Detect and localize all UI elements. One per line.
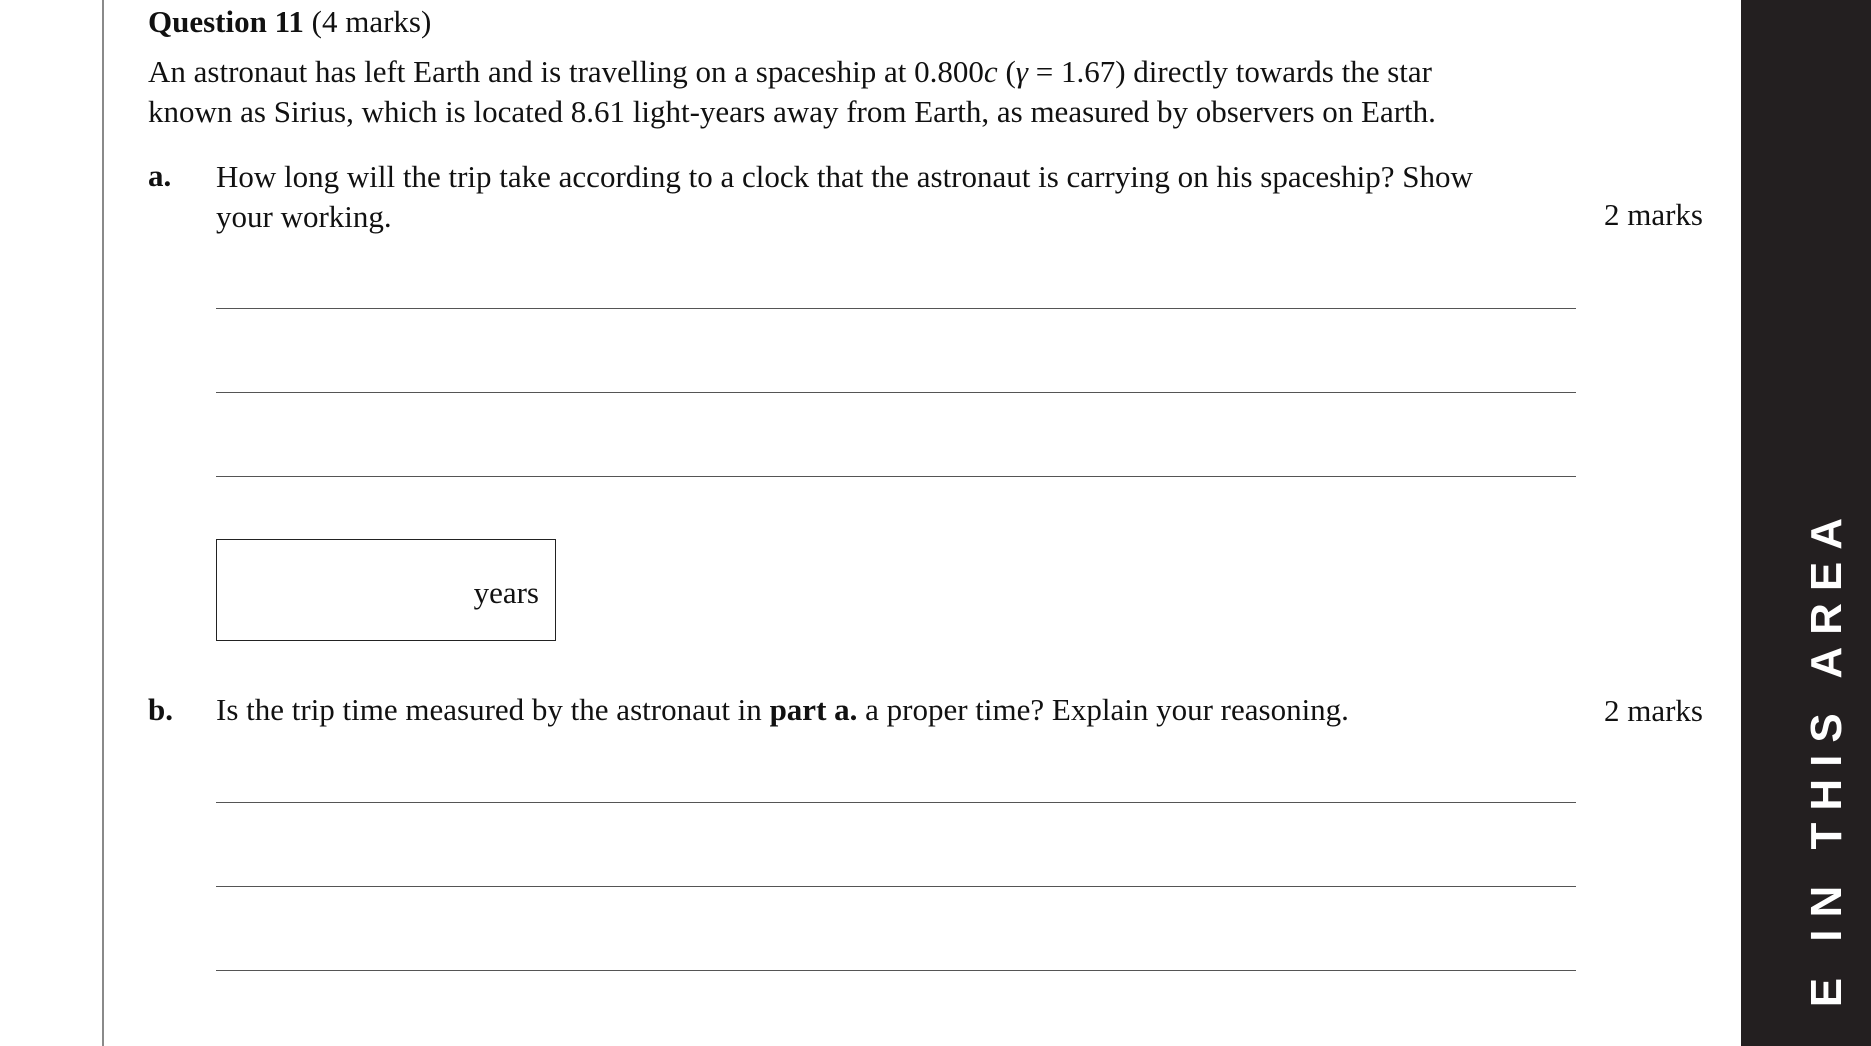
part-b-reference: part a. — [769, 692, 858, 727]
part-b-answer-line-2[interactable] — [216, 886, 1576, 887]
question-title: Question 11 — [148, 4, 304, 39]
part-b-marks: 2 marks — [1603, 693, 1703, 728]
stem-text: ( — [997, 54, 1016, 89]
speed-of-light-symbol: c — [983, 54, 998, 89]
part-b-label: b. — [148, 692, 173, 727]
question-header — [148, 4, 431, 40]
do-not-write-banner-text: E IN THIS AREA — [1802, 506, 1851, 1008]
question-stem — [148, 52, 1436, 132]
part-a-marks: 2 marks — [1603, 197, 1703, 232]
part-a-answer-box[interactable] — [216, 539, 556, 641]
part-b-question — [216, 690, 1349, 730]
part-a-answer-line-2[interactable] — [216, 392, 1576, 393]
answer-unit-label: years — [473, 575, 539, 610]
part-a-answer-value[interactable] — [225, 548, 445, 632]
stem-line-1 — [148, 52, 1436, 92]
part-a-label: a. — [148, 158, 172, 193]
part-b-text: a proper time? Explain your reasoning. — [857, 692, 1349, 727]
part-a-answer-line-1[interactable] — [216, 308, 1576, 309]
part-a-line-2: your working. — [216, 199, 392, 234]
stem-text: An astronaut has left Earth and is travelling on a spaceship at 0.800 — [148, 54, 984, 89]
part-b-text: Is the trip time measured by the astronaut in — [216, 692, 770, 727]
part-a-question — [216, 157, 1473, 237]
part-b-answer-line-1[interactable] — [216, 802, 1576, 803]
stem-line-2: known as Sirius, which is located 8.61 light-years away from Earth, as measured by observers on Earth. — [148, 94, 1436, 129]
page-margin-line — [102, 0, 104, 1046]
gamma-symbol: γ — [1015, 54, 1028, 89]
stem-text: = 1.67) directly towards the star — [1027, 54, 1432, 89]
part-a-line-1: How long will the trip take according to a clock that the astronaut is carrying on his spaceship? Show — [216, 159, 1473, 194]
part-a-answer-line-3[interactable] — [216, 476, 1576, 477]
question-marks: (4 marks) — [311, 4, 432, 39]
part-b-answer-line-3[interactable] — [216, 970, 1576, 971]
